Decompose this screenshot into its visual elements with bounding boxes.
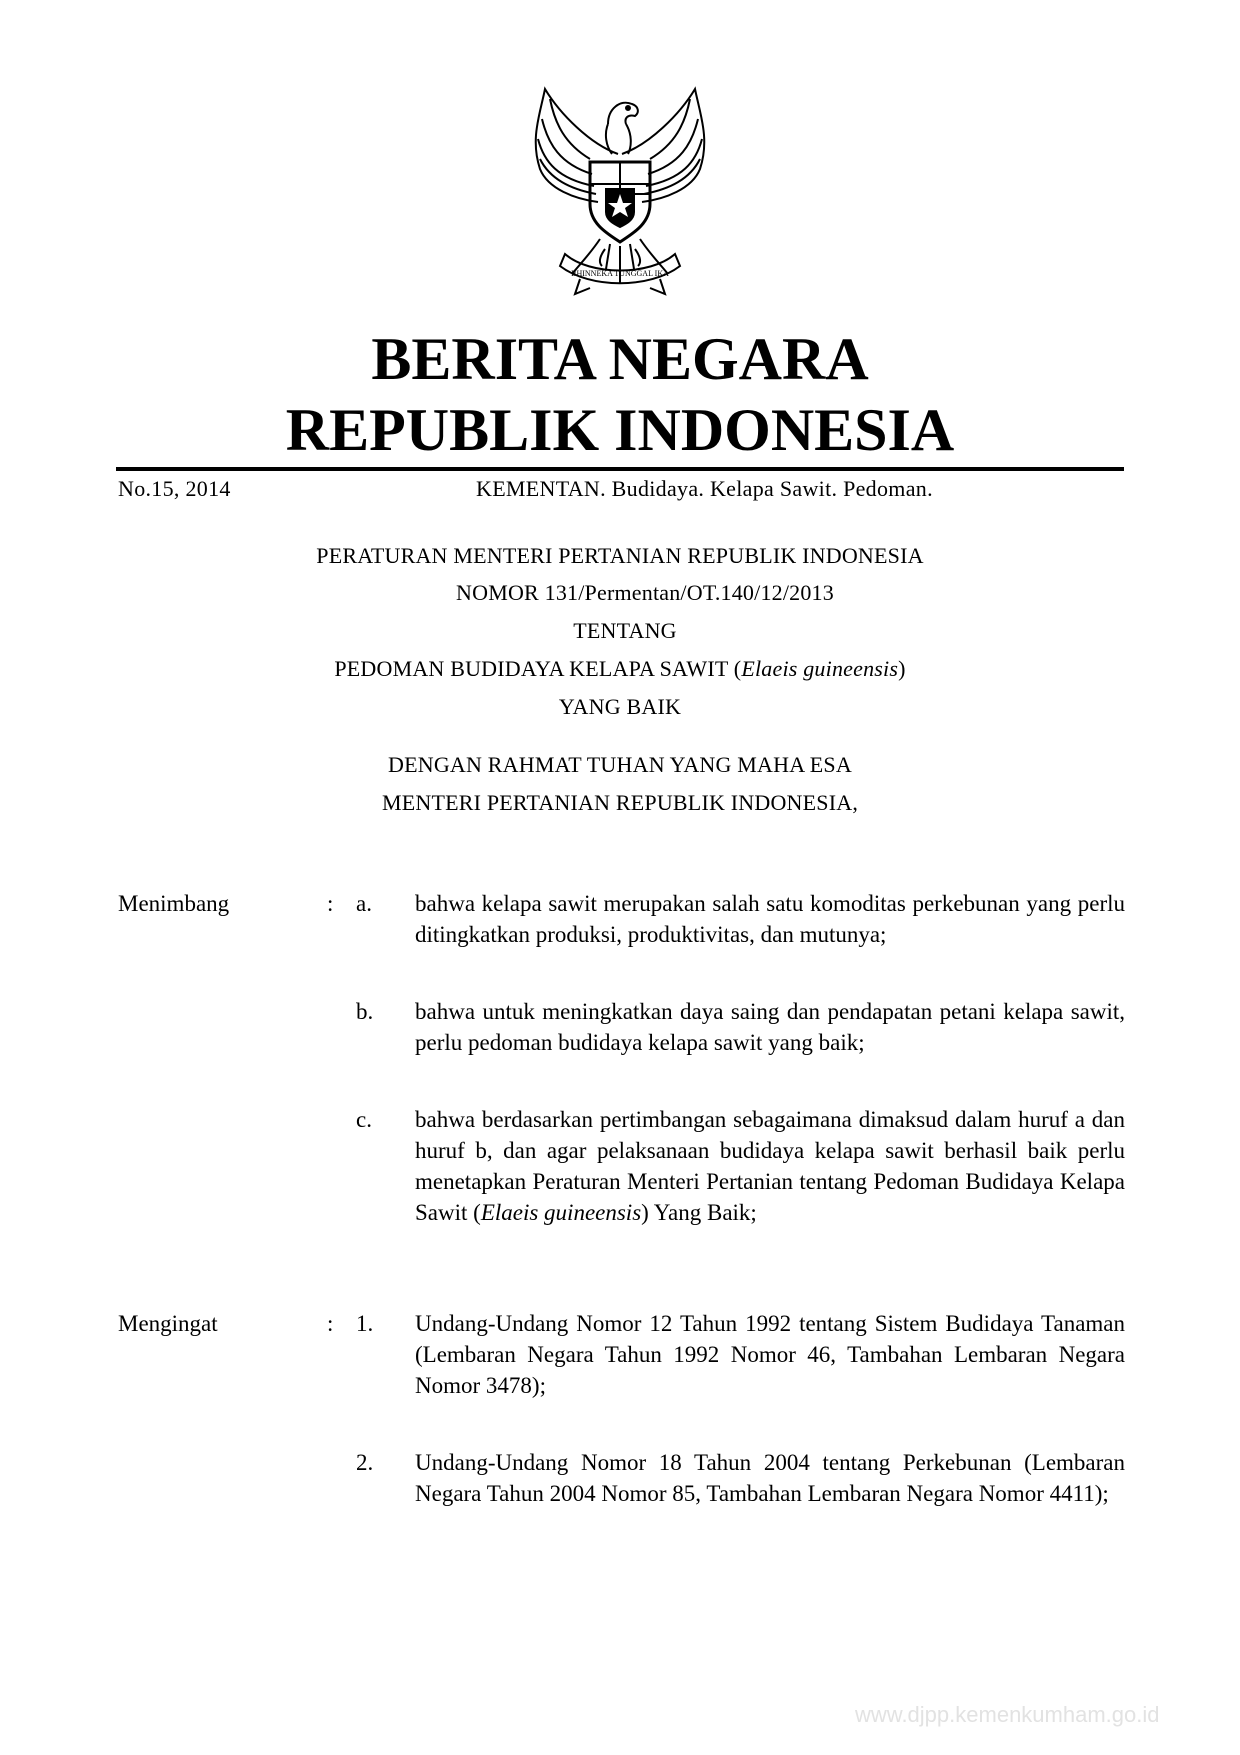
preamble-line-2: MENTERI PERTANIAN REPUBLIK INDONESIA, — [381, 790, 859, 815]
preamble-line-1: DENGAN RAHMAT TUHAN YANG MAHA ESA — [388, 752, 852, 777]
mengingat-marker-2: 2. — [356, 1450, 374, 1475]
regulation-subject — [0, 654, 1240, 684]
menimbang-item-c-text: bahwa berdasarkan pertimbangan sebagaimana dimaksud dalam huruf a dan huruf b, dan agar pelaksanaan budidaya kelapa sawit berhasil baik perlu menetapkan Peraturan Menteri Pertanian tentang Pedoman Budidaya Kelapa Sawit ( — [415, 1107, 1125, 1225]
mengingat-item-1: Undang-Undang Nomor 12 Tahun 1992 tentang Sistem Budidaya Tanaman (Lembaran Negara Tahun 1992 Nomor 46, Tambahan Lembaran Negara Nomor 3478); — [415, 1311, 1125, 1398]
issue-number: No.15, 2014 — [118, 476, 231, 501]
regulation-subject-end: YANG BAIK — [558, 694, 682, 719]
species-name: Elaeis guineensis — [480, 1200, 642, 1225]
mengingat-colon: : — [327, 1311, 334, 1336]
garuda-emblem-icon — [520, 84, 720, 302]
regulation-subject-prefix: PEDOMAN BUDIDAYA KELAPA SAWIT ( — [334, 656, 742, 681]
menimbang-item-c — [415, 1104, 1125, 1228]
menimbang-colon: : — [327, 891, 334, 916]
mengingat-item-2: Undang-Undang Nomor 18 Tahun 2004 tentang Perkebunan (Lembaran Negara Tahun 2004 Nomor 85, Tambahan Lembaran Negara Nomor 4411); — [415, 1450, 1125, 1506]
regulation-subject-suffix: ) — [898, 656, 906, 681]
menimbang-label: Menimbang — [118, 891, 230, 916]
mengingat-marker-1: 1. — [356, 1311, 374, 1336]
issue-subject: KEMENTAN. Budidaya. Kelapa Sawit. Pedoman. — [476, 476, 933, 501]
masthead-line-2: REPUBLIK INDONESIA — [285, 397, 955, 463]
masthead-line-1: BERITA NEGARA — [371, 326, 869, 392]
menimbang-item-b: bahwa untuk meningkatkan daya saing dan pendapatan petani kelapa sawit, perlu pedoman budidaya kelapa sawit yang baik; — [415, 999, 1125, 1055]
regulation-tentang: TENTANG — [573, 618, 677, 643]
menimbang-marker-a: a. — [356, 891, 372, 916]
menimbang-marker-b: b. — [356, 999, 374, 1024]
source-watermark: www.djpp.kemenkumham.go.id — [855, 1702, 1160, 1727]
species-name: Elaeis guineensis — [741, 656, 899, 681]
menimbang-item-c-end: ) Yang Baik; — [641, 1200, 757, 1225]
regulation-title: PERATURAN MENTERI PERTANIAN REPUBLIK INDONESIA — [316, 543, 924, 568]
menimbang-item-a: bahwa kelapa sawit merupakan salah satu komoditas perkebunan yang perlu ditingkatkan produksi, produktivitas, dan mutunya; — [415, 891, 1125, 947]
emblem-motto: BHINNEKA TUNGGAL IKA — [571, 269, 669, 278]
masthead-divider — [116, 467, 1124, 471]
regulation-number: NOMOR 131/Permentan/OT.140/12/2013 — [456, 580, 834, 605]
mengingat-label: Mengingat — [118, 1311, 218, 1336]
menimbang-marker-c: c. — [356, 1107, 372, 1132]
